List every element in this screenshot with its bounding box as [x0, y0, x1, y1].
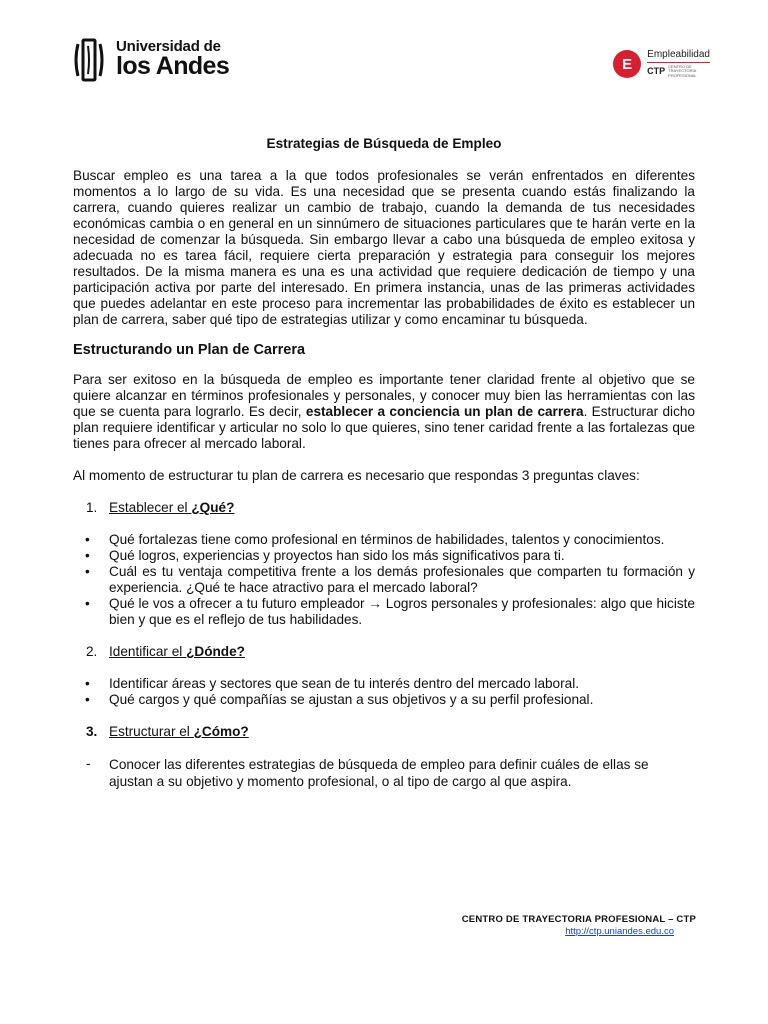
question-3-item: - Conocer las diferentes estrategias de búsqueda de empleo para definir cuáles de ellas se ajustan a su objetivo y momento profesional, o al tipo de cargo al que aspira.	[86, 756, 649, 789]
list-item: • Qué cargos y qué compañías se ajustan a sus objetivos y a su perfil profesional.	[85, 692, 594, 707]
question-1-bullets	[73, 532, 695, 628]
ctp-logo-subtitle: CENTRO DE TRAYECTORIA PROFESIONAL	[668, 64, 697, 78]
universidad-de-los-andes-logo	[70, 38, 229, 82]
university-emblem-icon	[70, 38, 110, 82]
section-paragraph-1: Para ser exitoso en la búsqueda de empleo es importante tener claridad frente al objetivo que se quiere alcanzar en términos profesionales y personales, y conocer muy bien las herramientas con las que se cuenta para lograrlo. Es decir, establecer a conciencia un plan de carrera. Estructurar dicho plan requiere identificar y articular no solo lo que quieres, sino tener caridad frente a las fortalezas que tienes para ofrecer al mercado laboral.	[73, 372, 695, 451]
emphasis-plan-de-carrera: establecer a conciencia un plan de carrera	[305, 404, 584, 419]
document-body	[73, 136, 695, 790]
list-item: • Identificar áreas y sectores que sean de tu interés dentro del mercado laboral.	[85, 676, 580, 691]
question-2	[73, 644, 695, 660]
question-3-number: 3.	[86, 724, 98, 739]
page-footer	[420, 914, 696, 937]
question-2-label: Identificar el ¿Dónde?	[109, 644, 245, 659]
list-item: • Qué fortalezas tiene como profesional en términos de habilidades, talentos y conocimientos.	[85, 532, 665, 547]
footer-title: CENTRO DE TRAYECTORIA PROFESIONAL – CTP	[461, 914, 696, 925]
question-1	[73, 500, 695, 516]
list-item: • Qué logros, experiencias y proyectos han sido los más significativos para ti.	[85, 548, 565, 563]
university-name-line1: Universidad de	[116, 38, 221, 55]
question-3	[73, 724, 695, 740]
intro-paragraph: Buscar empleo es una tarea a la que todos profesionales se verán enfrentados en diferentes momentos a lo largo de su vida. Es una necesidad que se presenta cuando estás finalizando la carrera, cuando quieres realizar un cambio de trabajo, cuando la demanda de tus necesidades económicas cambia o en general en un sinnúmero de situaciones particulares que te harán verte en la necesidad de comenzar la búsqueda. Sin embargo llevar a cabo una búsqueda de empleo exitosa y adecuada no es tarea fácil, requiere cierta preparación y estrategia para conseguir los mejores resultados. De la misma manera es una es una actividad que requiere dedicación de tiempo y una participación activa por parte del interesado. En primera instancia, unas de las primeras actividades que puedes adelantar en este proceso para incrementar las probabilidades de éxito es establecer un plan de carrera, saber qué tipo de estrategias utilizar y como encaminar tu búsqueda.	[73, 168, 695, 327]
question-1-label: Establecer el ¿Qué?	[109, 500, 235, 515]
footer-website-link[interactable]: http://ctp.uniandes.edu.co	[565, 926, 674, 937]
question-2-number: 2.	[86, 644, 98, 659]
section-paragraph-2: Al momento de estructurar tu plan de carrera es necesario que respondas 3 preguntas claves:	[73, 468, 640, 483]
question-3-label: Estructurar el ¿Cómo?	[109, 724, 249, 739]
page-header	[70, 34, 710, 84]
list-item: • Cuál es tu ventaja competitiva frente a los demás profesionales que comparten tu formación y experiencia. ¿Qué te hace atractivo para el mercado laboral?	[85, 564, 695, 595]
university-name-line2: los Andes	[116, 52, 230, 80]
list-item: • Qué le vos a ofrecer a tu futuro empleador → Logros personales y profesionales: algo que hiciste bien y que es el reflejo de tus habilidades.	[85, 596, 695, 627]
empleabilidad-ctp-logo	[613, 50, 710, 78]
question-2-bullets	[73, 676, 695, 708]
document-title: Estrategias de Búsqueda de Empleo	[266, 136, 502, 151]
ctp-logo-abbr: CTP	[647, 66, 666, 77]
section-heading: Estructurando un Plan de Carrera	[73, 342, 306, 358]
question-1-number: 1.	[86, 500, 98, 515]
ctp-logo-title: Empleabilidad	[647, 50, 710, 63]
empleabilidad-logo-icon: E	[613, 50, 641, 78]
